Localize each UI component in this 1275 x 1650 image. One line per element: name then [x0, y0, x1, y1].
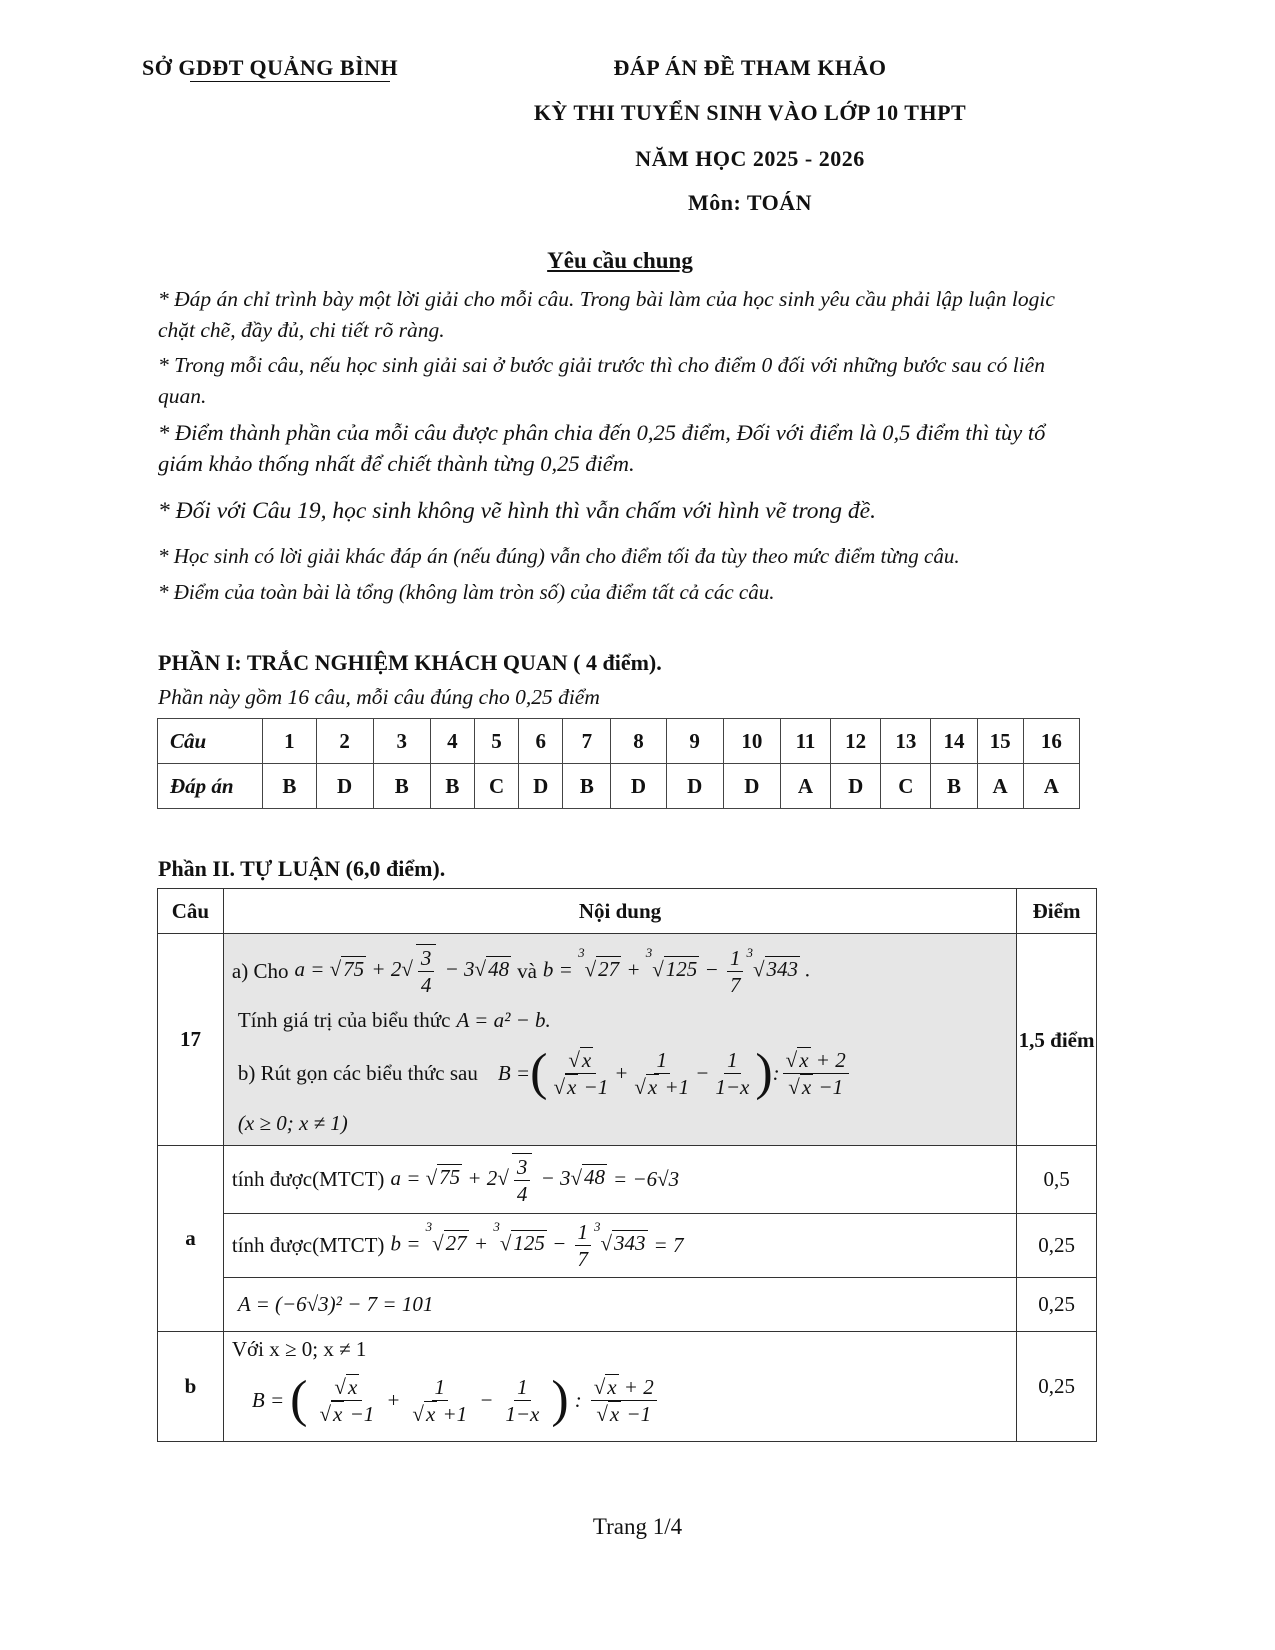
- answer-cell: C: [474, 764, 518, 809]
- col-header-question: Câu: [158, 889, 224, 934]
- question-number: 3: [373, 719, 430, 764]
- col-header-score: Điểm: [1017, 889, 1097, 934]
- requirements-heading: Yêu cầu chung: [547, 248, 693, 273]
- q17-condition: (x ≥ 0; x ≠ 1): [237, 1110, 348, 1135]
- answer-cell: D: [519, 764, 563, 809]
- sub-a-row-2: [158, 1214, 1097, 1278]
- sub-b-content: [223, 1332, 1016, 1442]
- answer-cell: A: [1023, 764, 1079, 809]
- q17-statement: [223, 934, 1016, 1146]
- q17-row: [158, 934, 1097, 1146]
- answer-cell: B: [563, 764, 611, 809]
- question-number: 6: [519, 719, 563, 764]
- q17-compute-text: Tính giá trị của biểu thức: [237, 1007, 451, 1032]
- sub-a-step-1-score: 0,5: [1017, 1146, 1097, 1214]
- requirement-2: * Trong mỗi câu, nếu học sinh giải sai ở bước giải trước thì cho điểm 0 đối với những bước sau có liên quan.: [158, 353, 1045, 408]
- sub-a-step-2-line: [232, 1219, 1008, 1272]
- answer-row-label: Đáp án: [158, 764, 263, 809]
- question-number: 16: [1023, 719, 1079, 764]
- essay-table: [157, 888, 1097, 1442]
- q17-b-formula: b = $^3$√27 + $^3$√125 − $\frac{1}{7}$ $^3$√343 .: [542, 944, 811, 997]
- answer-cell: A: [780, 764, 830, 809]
- q17-b-expression: B = ( $\frac{√x}{√x -1}$ + $\frac{1}{√x +1}$ − $\frac{1}{1-x}$ ) : $\frac{√x + 2}{√x -1}$: [498, 1047, 852, 1100]
- sub-a-step-2-text: tính được(MTCT): [231, 1233, 385, 1257]
- q17-b-text: b) Rút gọn các biểu thức sau: [237, 1060, 478, 1085]
- q17-part-a-line: [232, 940, 1008, 1002]
- question-number: 15: [977, 719, 1023, 764]
- sub-b-expression: B = ( $\frac{√x}{√x -1}$ + $\frac{1}{√x +1}$ − $\frac{1}{1-x}$ ) : $\frac{√x + 2}{√x -1}$: [232, 1364, 1008, 1436]
- answer-cell: D: [666, 764, 723, 809]
- sub-a-step-2-score: 0,25: [1017, 1214, 1097, 1278]
- sub-b-label: b: [158, 1332, 224, 1442]
- sub-a-step-1-result: = −6√3: [613, 1167, 680, 1191]
- sub-b-condition: Với x ≥ 0; x ≠ 1: [231, 1337, 367, 1361]
- sub-a-step-1-formula: a = √75 + 2√ $\frac{3}{4}$ − 3√48: [390, 1154, 606, 1206]
- answer-cell: B: [931, 764, 977, 809]
- question-number: 14: [931, 719, 977, 764]
- answer-cell: B: [373, 764, 430, 809]
- col-header-content: Nội dung: [223, 889, 1016, 934]
- answer-cell: B: [263, 764, 316, 809]
- question-row-label: Câu: [158, 719, 263, 764]
- requirement-1: * Đáp án chỉ trình bày một lời giải cho mỗi câu. Trong bài làm của học sinh yêu cầu phải lập luận logic chặt chẽ, đầy đủ, chi tiết rõ ràng.: [158, 287, 1055, 342]
- question-number: 12: [831, 719, 881, 764]
- question-number: 7: [563, 719, 611, 764]
- org-name: SỞ GDĐT QUẢNG BÌNH: [142, 55, 399, 80]
- page-number: Trang 1/4: [592, 1514, 683, 1539]
- sub-a-step-3-formula: A = (−6√3)² − 7 = 101: [223, 1278, 1016, 1332]
- question-number: 10: [723, 719, 780, 764]
- answer-cell: D: [316, 764, 373, 809]
- q17-number: 17: [158, 934, 224, 1146]
- sub-a-step-2-result: = 7: [653, 1233, 684, 1257]
- subject: Môn: TOÁN: [687, 190, 813, 215]
- requirement-4: * Đối với Câu 19, học sinh không vẽ hình thì vẫn chấm với hình vẽ trong đề.: [158, 498, 876, 524]
- answer-table: [157, 718, 1080, 809]
- answer-table-answer-row: [158, 764, 1080, 809]
- question-number: 4: [430, 719, 474, 764]
- answer-cell: C: [881, 764, 931, 809]
- org-underline: [190, 81, 390, 82]
- answer-cell: A: [977, 764, 1023, 809]
- q17-compute-formula: A = a² − b.: [456, 1007, 551, 1032]
- part2-title: Phần II. TỰ LUẬN (6,0 điểm).: [158, 856, 446, 881]
- doc-title: ĐÁP ÁN ĐỀ THAM KHẢO: [613, 55, 887, 80]
- question-number: 9: [666, 719, 723, 764]
- requirement-5: * Học sinh có lời giải khác đáp án (nếu đúng) vẫn cho điểm tối đa tùy theo mức điểm từng câu.: [158, 544, 960, 568]
- q17-a-prefix: a) Cho: [231, 958, 289, 983]
- answer-cell: D: [611, 764, 666, 809]
- q17-a-formula: a = √75 + 2√ $\frac{3}{4}$ − 3√48: [294, 946, 510, 997]
- requirement-6: * Điểm của toàn bài là tổng (không làm tròn số) của điểm tất cả các câu.: [158, 580, 775, 604]
- question-number: 1: [263, 719, 316, 764]
- q17-a-and: và: [517, 958, 537, 983]
- sub-a-row-3: [158, 1278, 1097, 1332]
- answer-table-question-row: [158, 719, 1080, 764]
- answer-cell: D: [723, 764, 780, 809]
- sub-a-row-1: [158, 1146, 1097, 1214]
- sub-a-label: a: [158, 1146, 224, 1332]
- sub-a-step-2: [223, 1214, 1016, 1278]
- q17-part-b-line: [232, 1038, 1008, 1108]
- school-year: NĂM HỌC 2025 - 2026: [635, 146, 865, 171]
- sub-a-step-1: [223, 1146, 1016, 1214]
- question-number: 11: [780, 719, 830, 764]
- requirement-3: * Điểm thành phần của mỗi câu được phân chia đến 0,25 điểm, Đối với điểm là 0,5 điểm thì tùy tổ giám khảo thống nhất để chiết thành từng 0,25 điểm.: [158, 420, 1046, 476]
- sub-a-step-1-text: tính được(MTCT): [231, 1167, 385, 1191]
- sub-b-row: [158, 1332, 1097, 1442]
- essay-header-row: [158, 889, 1097, 934]
- part1-subtitle: Phần này gồm 16 câu, mỗi câu đúng cho 0,25 điểm: [158, 685, 600, 709]
- answer-cell: B: [430, 764, 474, 809]
- answer-cell: D: [831, 764, 881, 809]
- sub-b-score: 0,25: [1017, 1332, 1097, 1442]
- q17-score: 1,5 điểm: [1017, 934, 1097, 1146]
- question-number: 5: [474, 719, 518, 764]
- sub-a-step-3-score: 0,25: [1017, 1278, 1097, 1332]
- question-number: 2: [316, 719, 373, 764]
- sub-a-step-1-line: [232, 1153, 1008, 1207]
- question-number: 13: [881, 719, 931, 764]
- part1-title: PHẦN I: TRẮC NGHIỆM KHÁCH QUAN ( 4 điểm).: [158, 650, 662, 675]
- exam-name: KỲ THI TUYỂN SINH VÀO LỚP 10 THPT: [533, 100, 967, 125]
- question-number: 8: [611, 719, 666, 764]
- sub-a-step-2-formula: b = $^3$√27 + $^3$√125 − $\frac{1}{7}$ $^3$√343: [390, 1219, 646, 1271]
- q17-compute-line: [232, 1002, 1008, 1038]
